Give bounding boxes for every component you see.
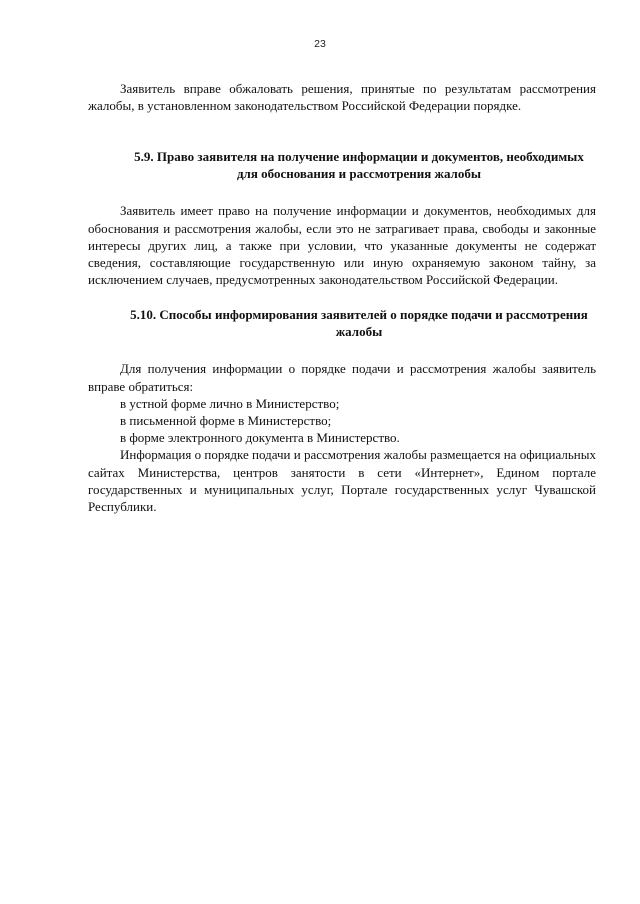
list-item-oral: в устной форме лично в Министерство; xyxy=(120,395,340,411)
section-5-10-paragraph: Для получения информации о порядке подачи и рассмотрения жалобы заявитель вправе обратиться: xyxy=(88,361,596,394)
list-item-electronic: в форме электронного документа в Министерство. xyxy=(120,430,400,446)
list-item-written: в письменной форме в Министерство; xyxy=(120,413,332,429)
section-5-9-heading: 5.9. Право заявителя на получение информации и документов, необходимых для обоснования и рассмотрения жалобы xyxy=(134,149,584,182)
section-5-10-closing-paragraph: Информация о порядке подачи и рассмотрения жалобы размещается на официальных сайтах Министерства, центров занятости в сети «Интернет», Едином портале государственных и муниципальных услуг, Портале государственных услуг Чувашской Республики. xyxy=(88,447,596,515)
intro-paragraph: Заявитель вправе обжаловать решения, принятые по результатам рассмотрения жалобы, в установленном законодательством Российской Федерации порядке. xyxy=(88,81,596,114)
section-5-10-heading: 5.10. Способы информирования заявителей о порядке подачи и рассмотрения жалобы xyxy=(130,307,588,340)
page-content xyxy=(88,80,596,515)
section-5-9-paragraph: Заявитель имеет право на получение информации и документов, необходимых для обоснования и рассмотрения жалобы, если это не затрагивает права, свободы и законные интересы других лиц, а также при условии, что указанные документы не содержат сведения, составляющие государственную или иную охраняемую законом тайну, за исключением случаев, предусмотренных законодательством Российской Федерации. xyxy=(88,203,596,288)
page-number: 23 xyxy=(314,38,326,50)
